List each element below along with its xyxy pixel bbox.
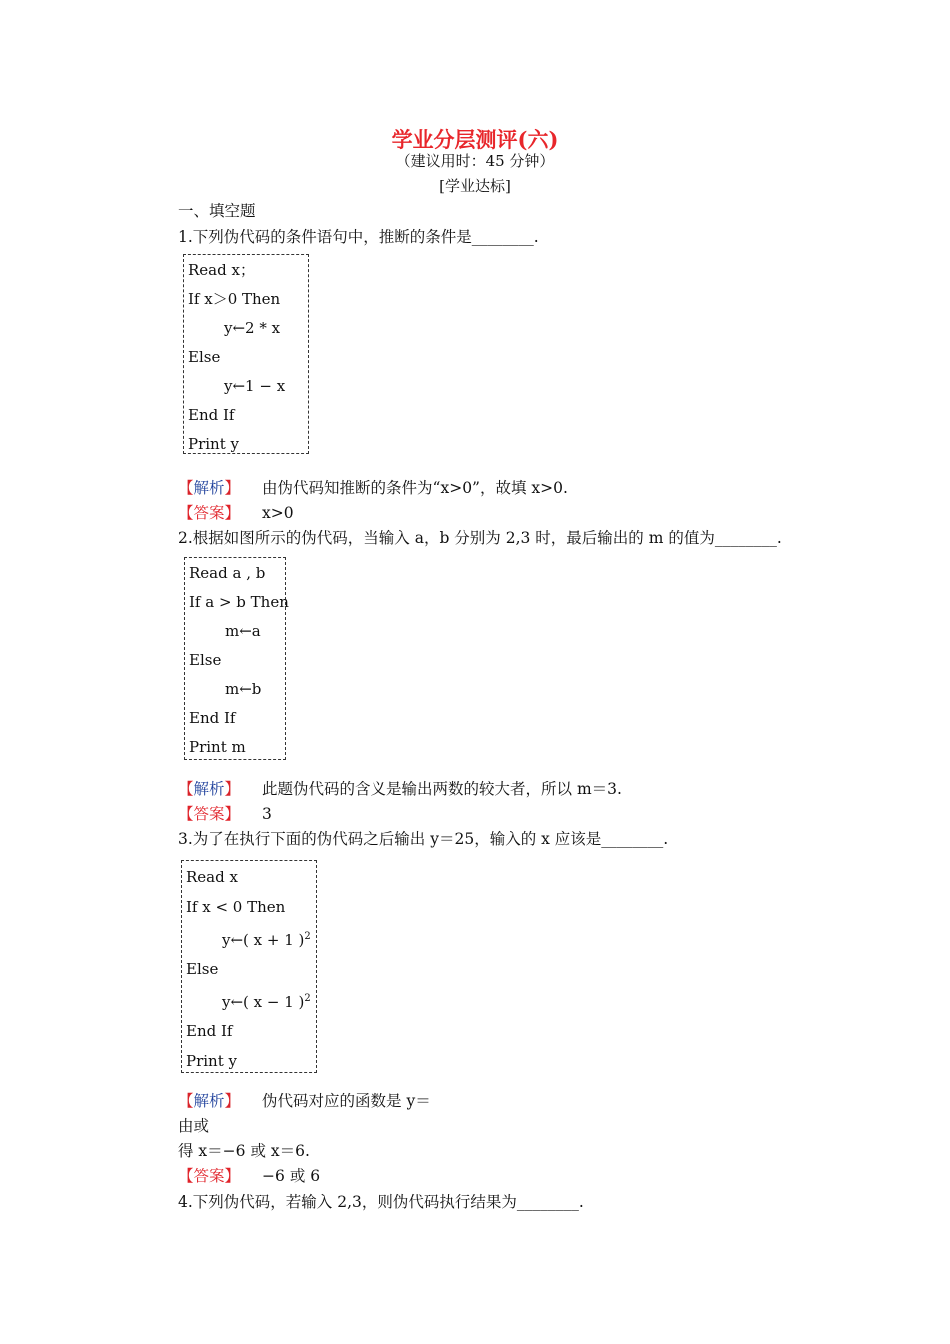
code-line: Read x [186, 868, 238, 886]
answer-text: x>0 [262, 504, 294, 522]
answer-text: −6 或 6 [262, 1167, 321, 1185]
analysis-text: 此题伪代码的含义是输出两数的较大者，所以 m＝3. [262, 780, 622, 798]
code-line: Else [189, 651, 222, 669]
code-line: Print y [188, 435, 239, 453]
code-line: y←1 − x [224, 377, 286, 395]
code-line: y←2 * x [224, 319, 281, 337]
answer-label: 【答案】 [178, 805, 241, 823]
answer-text: 3 [262, 805, 272, 823]
analysis-1 [178, 476, 568, 498]
analysis-label: 【解析】 [178, 479, 241, 497]
section-heading: 一、填空题 [178, 202, 256, 220]
analysis-text: 由伪代码知推断的条件为“x>0”，故填 x>0. [262, 479, 568, 497]
page-title: 学业分层测评(六) [391, 127, 559, 152]
code-line: If x＞0 Then [188, 290, 281, 308]
code-line: Read a , b [189, 564, 266, 582]
code-line: m←b [225, 680, 262, 698]
time-note: （建议用时：45 分钟） [395, 152, 555, 170]
question-3-text: 3.为了在执行下面的伪代码之后输出 y＝25，输入的 x 应该是________. [178, 830, 669, 848]
answer-1 [178, 501, 294, 523]
question-2-text: 2.根据如图所示的伪代码，当输入 a，b 分别为 2,3 时，最后输出的 m 的值为________. [178, 529, 782, 547]
code-line: Print m [189, 738, 246, 756]
analysis-2 [178, 777, 622, 799]
answer-label: 【答案】 [178, 504, 241, 522]
code-block-1 [183, 254, 309, 454]
code-line: If a > b Then [189, 593, 289, 611]
answer-3 [178, 1164, 320, 1186]
section-tag: [学业达标] [439, 177, 511, 195]
answer-label: 【答案】 [178, 1167, 241, 1185]
analysis-label: 【解析】 [178, 1092, 241, 1110]
code-line: If x < 0 Then [186, 898, 286, 916]
code-line: Read x； [188, 261, 255, 279]
code-line: Else [186, 960, 219, 978]
analysis-text: 伪代码对应的函数是 y＝ [262, 1092, 431, 1110]
analysis-3-line-3: 得 x＝−6 或 x＝6. [178, 1142, 310, 1160]
code-block-2 [184, 557, 289, 760]
question-4-text: 4.下列伪代码，若输入 2,3，则伪代码执行结果为________. [178, 1193, 584, 1211]
answer-2 [178, 802, 272, 824]
analysis-3 [178, 1089, 431, 1111]
code-line: End If [188, 406, 235, 424]
code-line: y←( x + 1 )$^2$ [222, 931, 311, 949]
code-line: y←( x − 1 )$^2$ [222, 993, 311, 1011]
analysis-label: 【解析】 [178, 780, 241, 798]
analysis-3-line-2: 由或 [178, 1117, 210, 1135]
code-line: Else [188, 348, 221, 366]
code-line: Print y [186, 1052, 237, 1070]
question-1-text: 1.下列伪代码的条件语句中，推断的条件是________. [178, 228, 539, 246]
code-block-3 [181, 860, 317, 1073]
code-line: End If [189, 709, 236, 727]
code-line: End If [186, 1022, 233, 1040]
code-line: m←a [225, 622, 261, 640]
